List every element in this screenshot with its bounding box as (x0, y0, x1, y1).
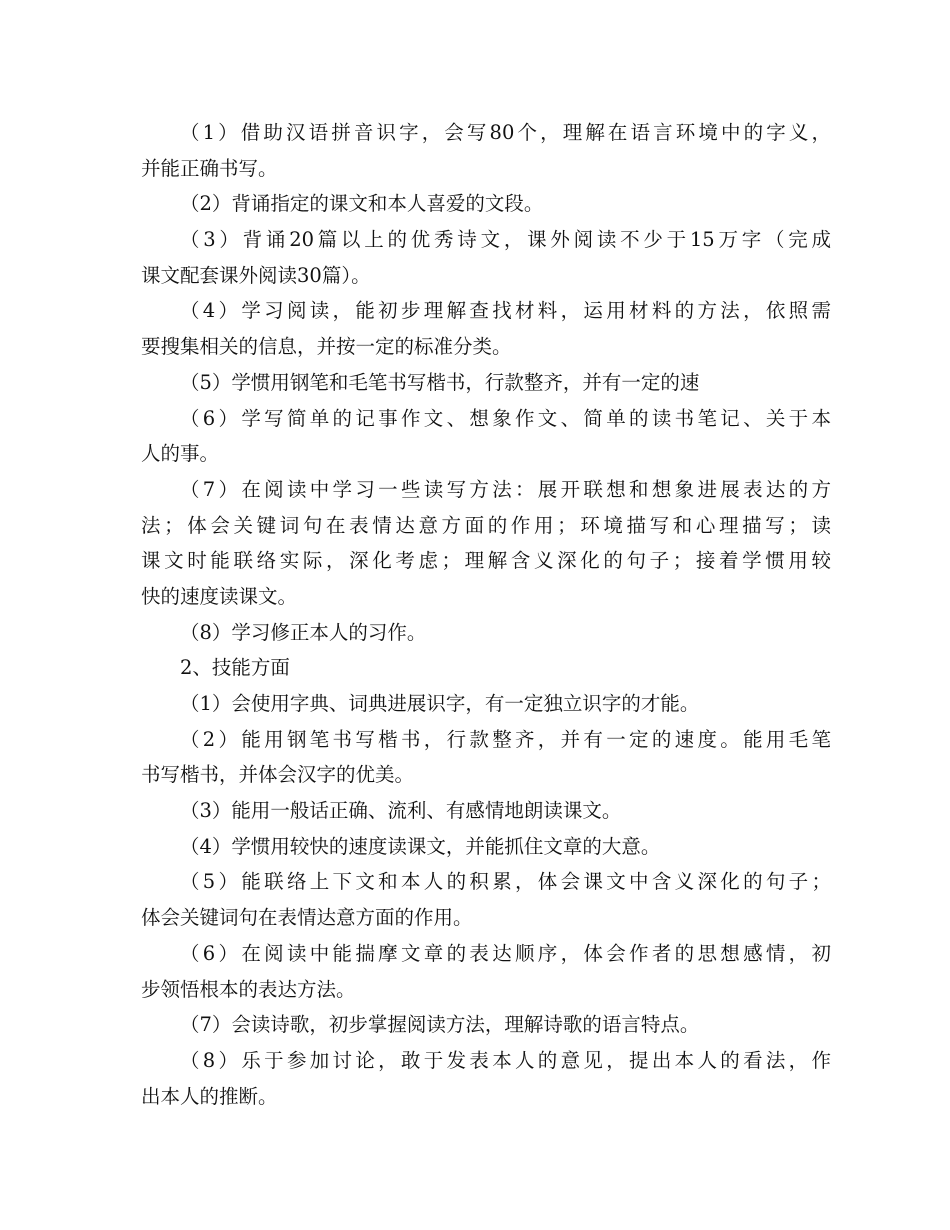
text-line: （6）在阅读中能揣摩文章的表达顺序，体会作者的思想感情，初 (180, 941, 831, 965)
text-line: （6）学写简单的记事作文、想象作文、简单的读书笔记、关于本 (180, 406, 831, 430)
text-line: （3）背诵20篇以上的优秀诗文，课外阅读不少于15万字（完成 (180, 228, 831, 252)
text-line: 要搜集相关的信息，并按一定的标准分类。 (141, 335, 512, 359)
section-heading: 2、技能方面 (180, 656, 290, 680)
text-line: （8）学习修正本人的习作。 (180, 620, 427, 644)
text-line: 法；体会关键词句在表情达意方面的作用；环境描写和心理描写；读 (141, 513, 831, 537)
text-line: （8）乐于参加讨论，敢于发表本人的意见，提出本人的看法，作 (180, 1048, 831, 1072)
text-line: （7）在阅读中学习一些读写方法：展开联想和想象进展表达的方 (180, 477, 831, 501)
text-line: （4）学惯用较快的速度读课文，并能抓住文章的大意。 (180, 834, 661, 858)
text-line: （7）会读诗歌，初步掌握阅读方法，理解诗歌的语言特点。 (180, 1013, 700, 1037)
text-line: 课文配套课外阅读30篇）。 (141, 263, 371, 287)
text-line: （5）能联络上下文和本人的积累，体会课文中含义深化的句子； (180, 870, 831, 894)
text-line: 人的事。 (141, 442, 220, 466)
text-line: 快的速度读课文。 (141, 584, 298, 608)
text-line: 并能正确书写。 (141, 156, 278, 180)
text-line: （1）借助汉语拼音识字，会写80个，理解在语言环境中的字义， (180, 121, 831, 144)
document-page (141, 115, 831, 1114)
text-line: 体会关键词句在表情达意方面的作用。 (141, 906, 473, 930)
text-line: （5）学惯用钢笔和毛笔书写楷书，行款整齐，并有一定的速 (180, 370, 700, 394)
text-line: （4）学习阅读，能初步理解查找材料，运用材料的方法，依照需 (180, 299, 831, 323)
text-line: 出本人的推断。 (141, 1084, 278, 1108)
text-line: 课文时能联络实际，深化考虑；理解含义深化的句子；接着学惯用较 (141, 549, 831, 573)
text-line: （2）能用钢笔书写楷书，行款整齐，并有一定的速度。能用毛笔 (180, 727, 831, 751)
text-line: （3）能用一般话正确、流利、有感情地朗读课文。 (180, 799, 622, 823)
text-line: 书写楷书，并体会汉字的优美。 (141, 763, 415, 787)
text-line: 步领悟根本的表达方法。 (141, 977, 356, 1001)
text-line: （2）背诵指定的课文和本人喜爱的文段。 (180, 192, 544, 216)
text-line: （1）会使用字典、词典进展识字，有一定独立识字的才能。 (180, 692, 700, 715)
